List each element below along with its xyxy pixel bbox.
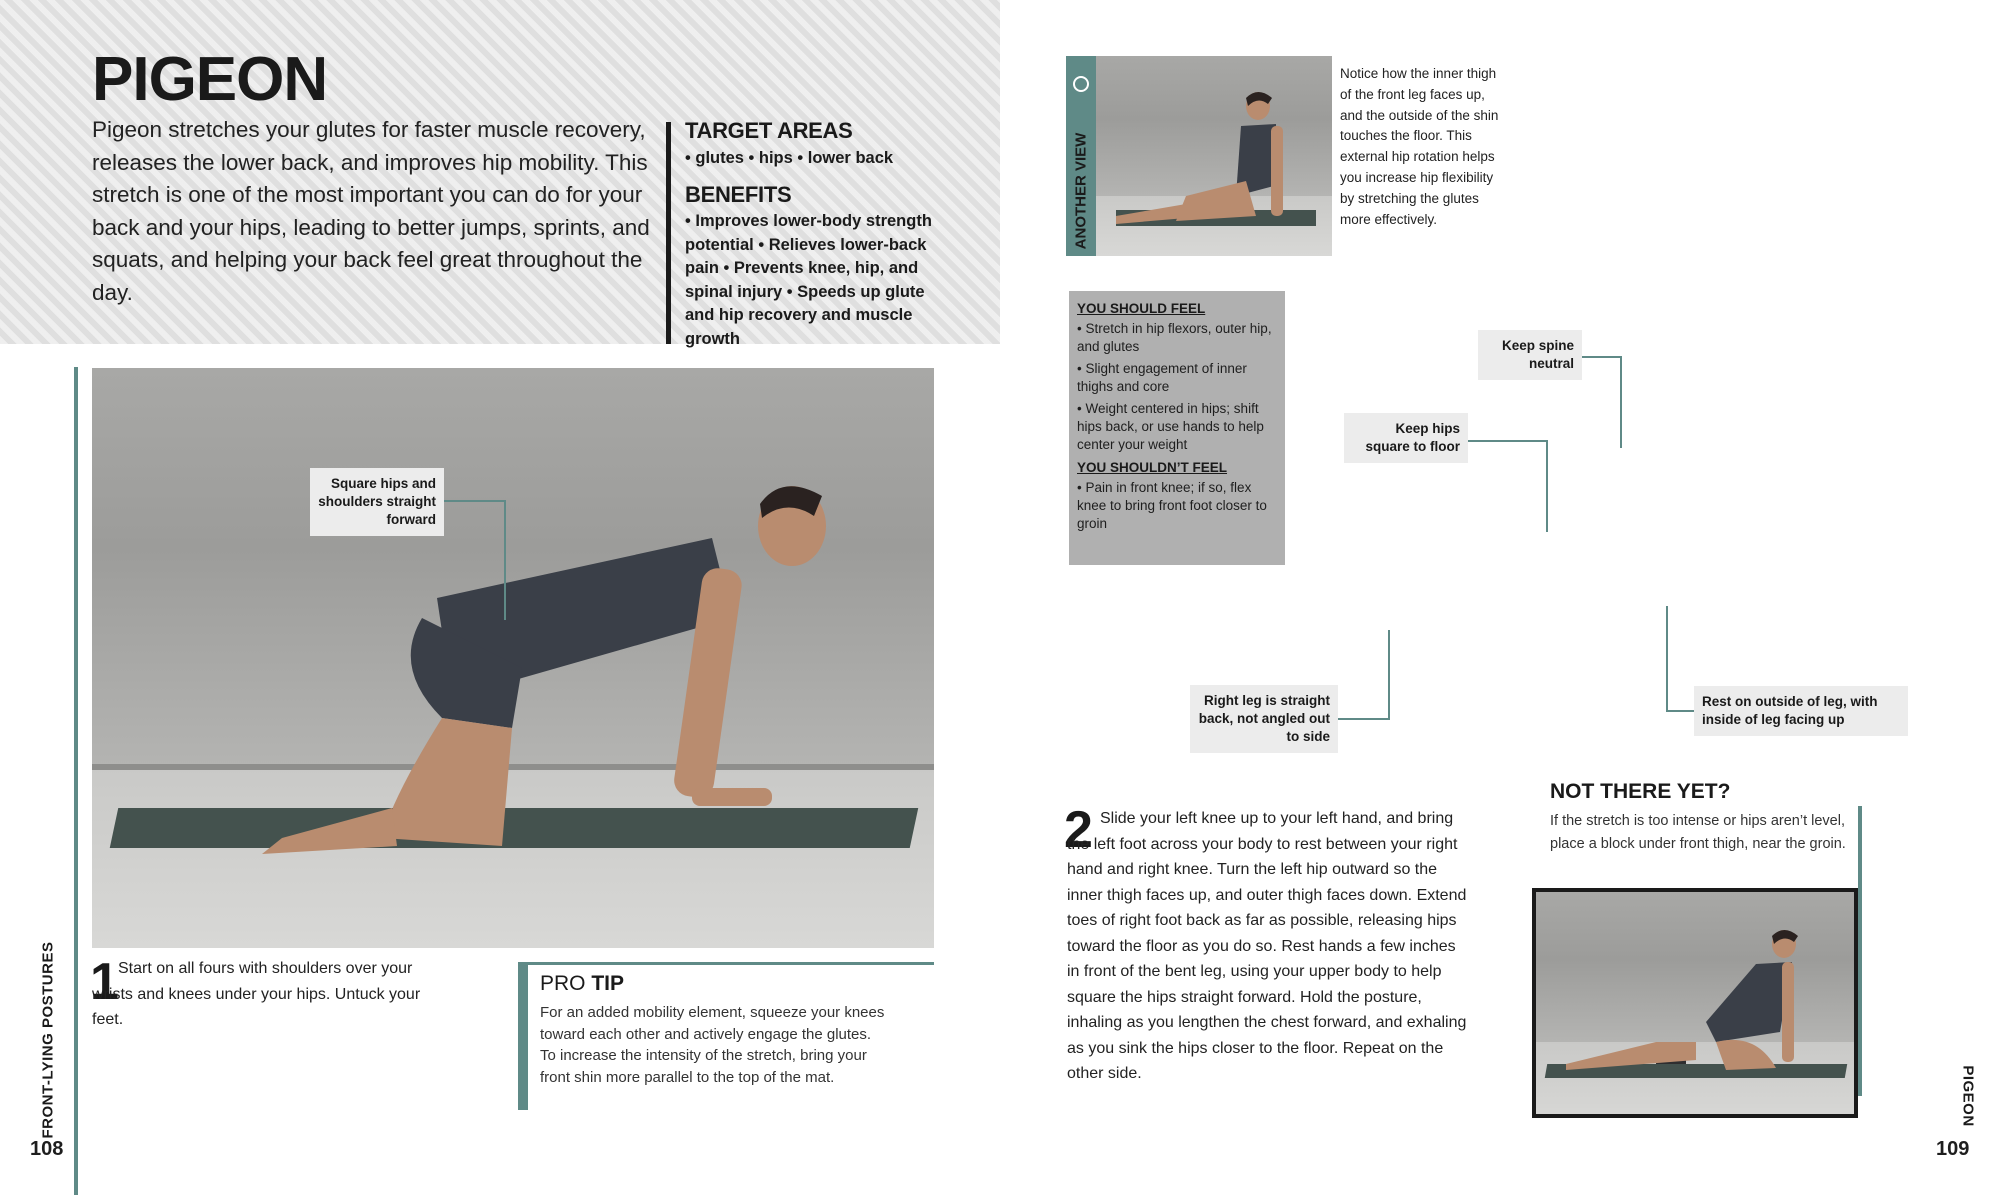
callout-line-1v [504,500,506,620]
target-areas-heading: TARGET AREAS [685,118,853,143]
target-areas-text: • glutes • hips • lower back [685,149,894,167]
another-view-tab [1066,56,1096,256]
another-view-label: ANOTHER VIEW [1072,132,1090,250]
photo-another-view [1096,56,1332,256]
callout-line-hips-v [1546,440,1548,532]
callout-line-spine-h [1582,356,1622,358]
intro-paragraph: Pigeon stretches your glutes for faster muscle recovery, releases the lower back, and improves hip mobility. This stretch is one of the most important you can do for your back and your hips, leading to better jumps, sprints, and squats, and helping your back feel great throughout the day. [92,117,650,305]
callout-line-1h [444,500,506,502]
pro-tip-label: PRO [540,972,586,995]
benefits-heading: BENEFITS [685,182,792,207]
header-divider [666,122,671,344]
page-title: PIGEON [92,45,328,114]
left-page-rule [74,367,78,1195]
step1-number: 1 [90,953,119,1011]
callout-square-hips: Square hips and shoulders straight forward [310,468,444,536]
step1-text: Start on all fours with shoulders over your wrists and knees under your hips. Untuck your feet. [92,960,421,1028]
should-feel-item: • Weight centered in hips; shift hips back, or use hands to help center your weight [1077,401,1264,452]
not-there-heading: NOT THERE YET? [1550,780,1731,803]
shouldnt-feel-item: • Pain in front knee; if so, flex knee to bring front foot closer to groin [1077,480,1267,531]
callout-line-rest-h [1666,710,1694,712]
pro-tip-heading [540,972,624,996]
figure-block-variation [1536,892,1858,1118]
pro-tip-text: For an added mobility element, squeeze your knees toward each other and actively engage the glutes. To increase the intensity of the stretch, bring your front shin more parallel to the top of the mat. [540,1004,885,1086]
photo-block-variation [1532,888,1858,1118]
callout-line-rest-v [1666,606,1668,712]
should-feel-item: • Slight engagement of inner thighs and core [1077,361,1247,394]
photo-all-fours [92,368,934,948]
feel-box [1066,288,1288,568]
should-feel-item: • Stretch in hip flexors, outer hip, and glutes [1077,321,1272,354]
another-view-text: Notice how the inner thigh of the front leg faces up, and the outside of the shin touches the floor. This external hip rotation helps you increase hip flexibility by stretching the glutes more effectively. [1332,56,1516,256]
right-side-label: PIGEON [1959,1065,1977,1127]
callout-line-leg-h [1338,718,1390,720]
benefits-text: • Improves lower-body strength potential • Relieves lower-back pain • Prevents knee, hip, and spinal injury • Speeds up glute and hip recovery and muscle growth [685,212,932,348]
callout-right-leg: Right leg is straight back, not angled out to side [1190,685,1338,753]
left-side-label: FRONT-LYING POSTURES [39,941,57,1139]
callout-line-hips-h [1468,440,1548,442]
pro-tip-side-bar [518,962,528,1110]
figure-another-view [1096,56,1332,256]
step2-text: Slide your left knee up to your left hand, and bring the left foot across your body to rest between your right hand and right knee. Turn the left hip outward so the inner thigh faces up, and outer thigh faces down. Extend toes of right foot back as far as possible, releasing hips toward the floor as you do so. Rest hands a few inches in front of the bent leg, using your upper body to help square the hips straight forward. Hold the posture, inhaling as you lengthen the chest forward, and exhaling as you sink the hips closer to the floor. Repeat on the other side. [1067,810,1467,1082]
callout-keep-spine: Keep spine neutral [1478,330,1582,380]
should-feel-heading: YOU SHOULD FEEL [1077,301,1206,316]
callout-line-spine-v [1620,356,1622,448]
page-number-left: 108 [30,1138,64,1160]
callout-rest-leg: Rest on outside of leg, with inside of leg facing up [1694,686,1908,736]
shouldnt-feel-heading: YOU SHOULDN’T FEEL [1077,460,1228,475]
figure-all-fours [92,368,934,948]
page-number-right: 109 [1936,1138,1970,1160]
callout-keep-hips: Keep hips square to floor [1344,413,1468,463]
right-accent-rule [1858,806,1862,1096]
step2-number: 2 [1064,801,1093,859]
not-there-text: If the stretch is too intense or hips aren’t level, place a block under front thigh, near the groin. [1550,813,1846,852]
pro-tip-bold: TIP [591,972,625,995]
callout-line-leg-v [1388,630,1390,720]
pro-tip-top-rule [518,962,934,965]
rotate-icon [1073,76,1089,92]
